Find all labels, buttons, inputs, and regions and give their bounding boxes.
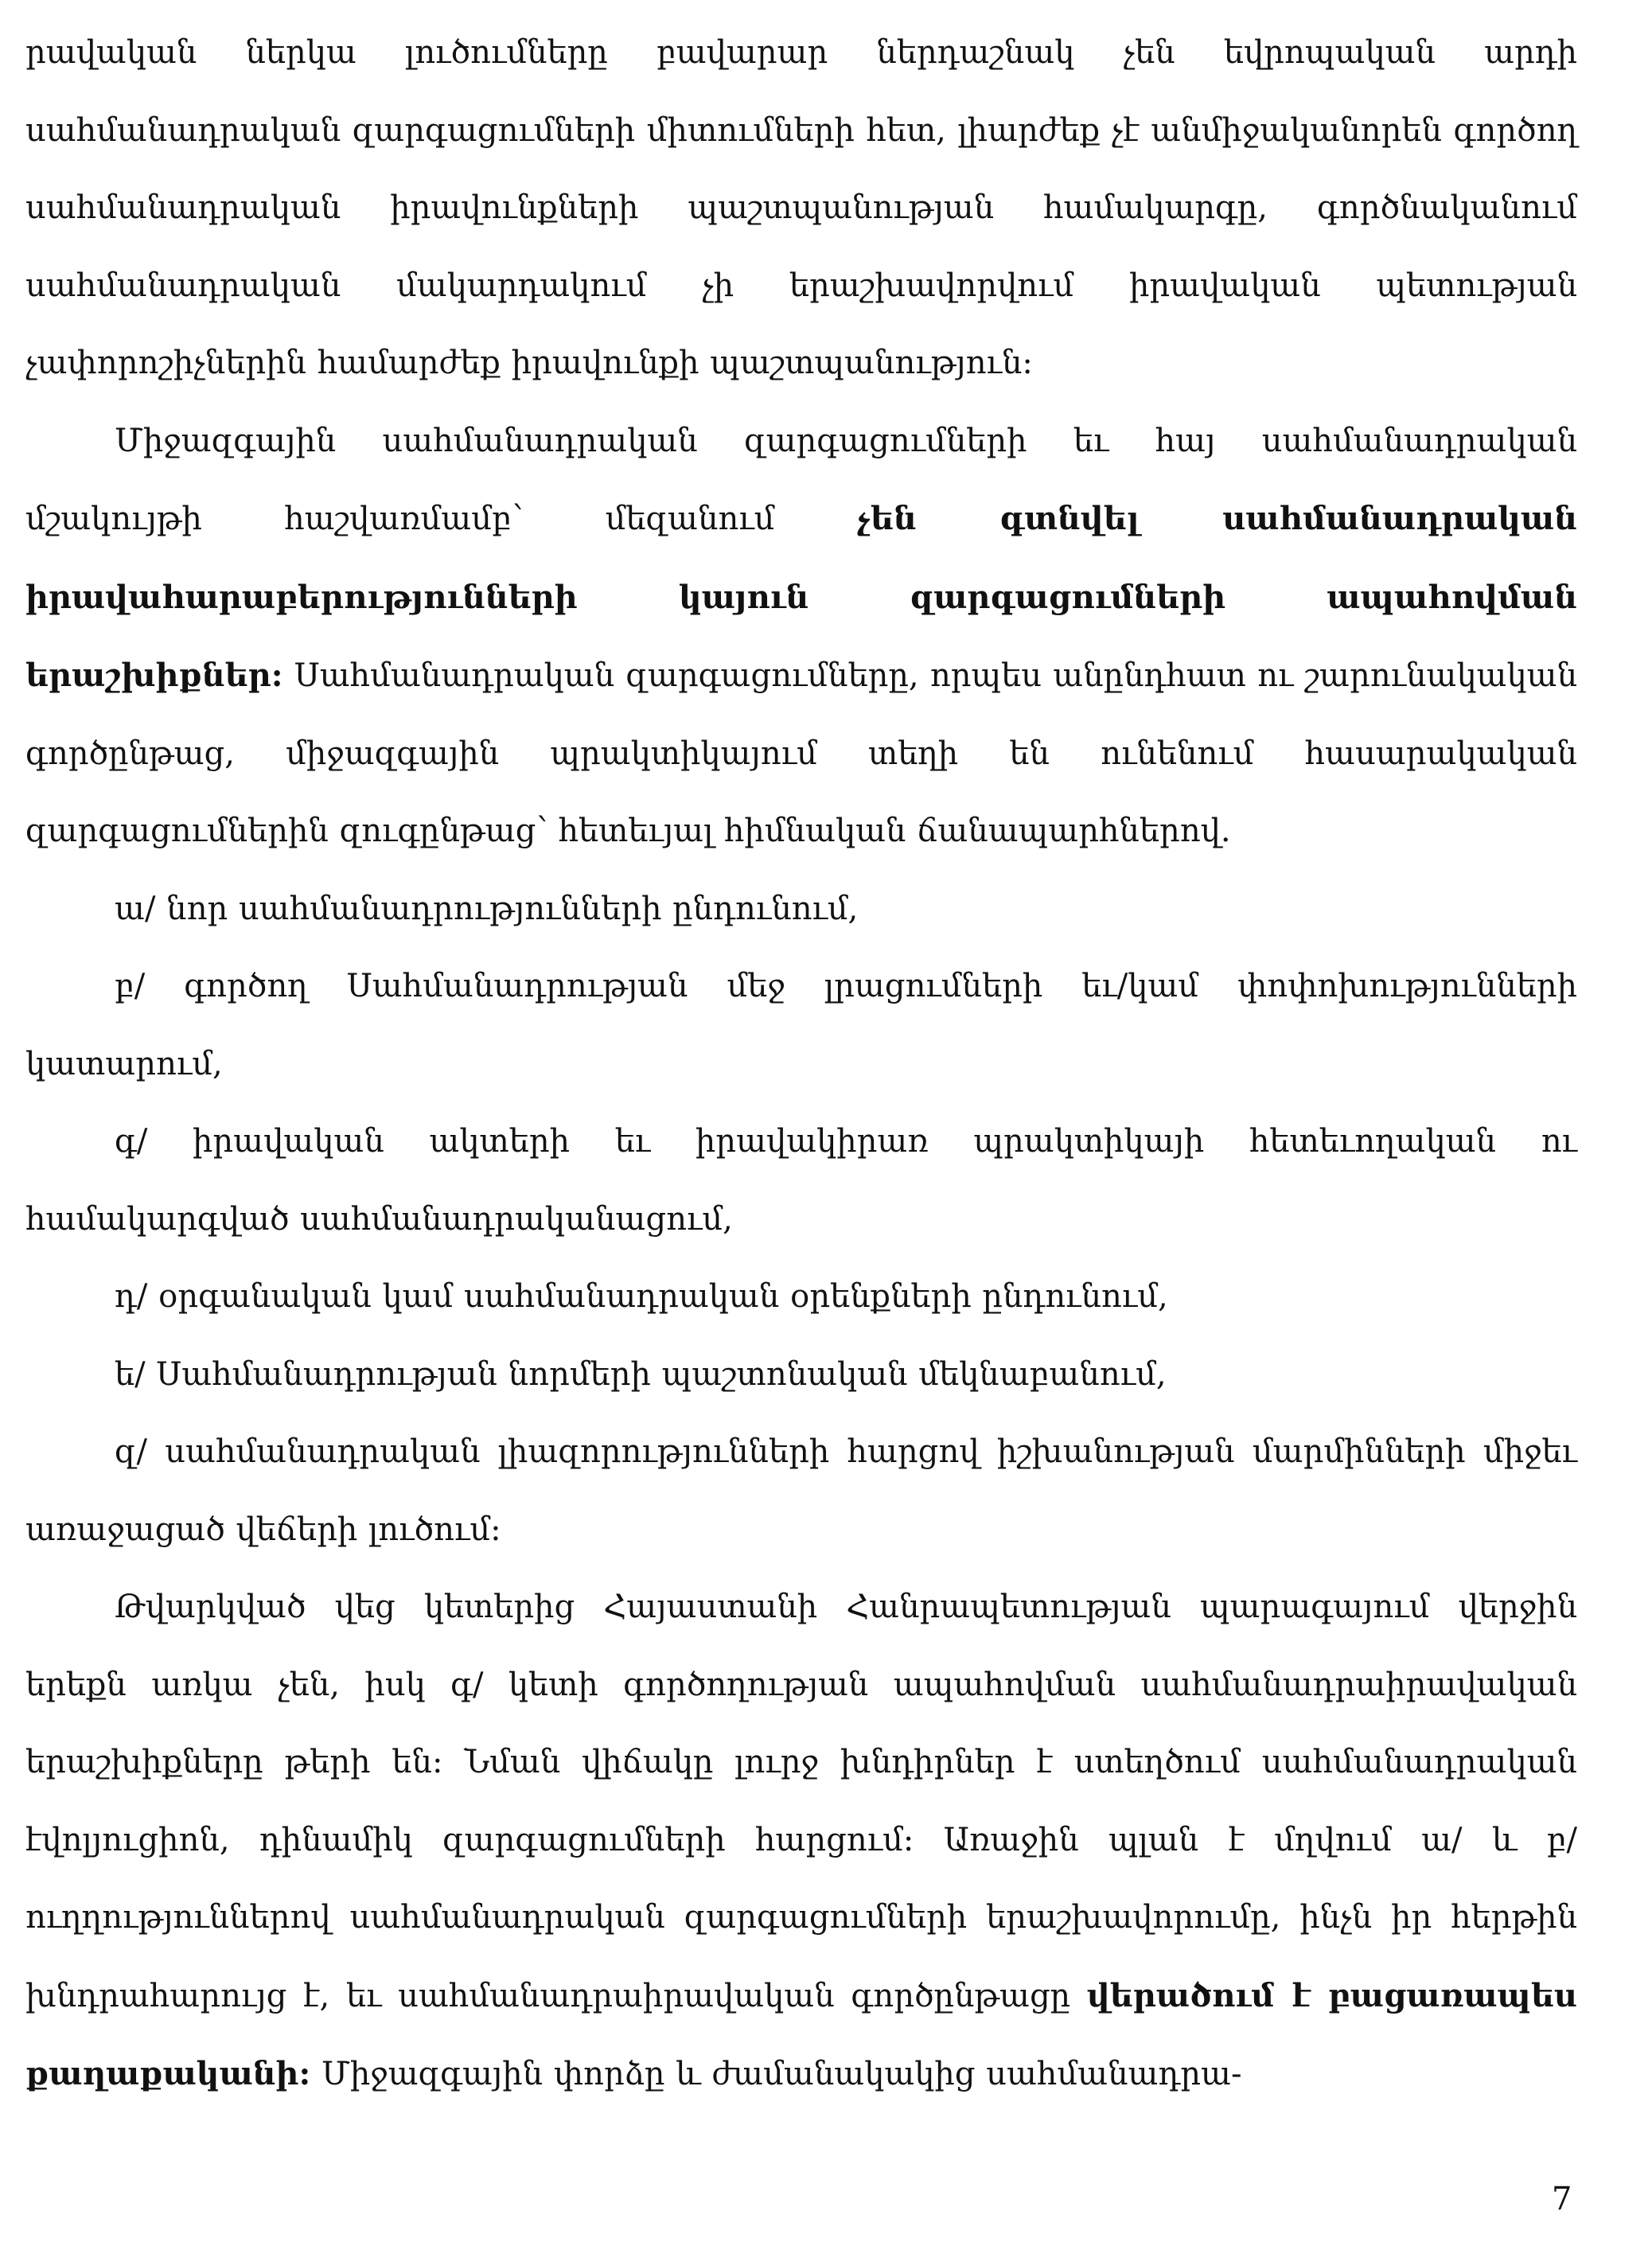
bold-text-segment: վերածում է բացառապես քաղաքականի: bbox=[25, 1976, 1577, 2092]
text-segment: Միջազգային փորձը և ժամանակակից սահմանադրա- bbox=[310, 2056, 1242, 2092]
text-segment: բ/ գործող Սահմանադրության մեջ լրացումների եւ/կամ փոփոխությունների կատարում, bbox=[25, 968, 1577, 1082]
text-segment: ե/ Սահմանադրության նորմերի պաշտոնական մեկնաբանում, bbox=[115, 1355, 1167, 1393]
list-item-g bbox=[25, 1103, 1577, 1258]
paragraph-analysis bbox=[25, 1569, 1577, 2114]
text-segment: Միջազգային սահմանադրական զարգացումների եւ հայ սահմանադրական մշակույթի հաշվառմամբ՝ մեզանում bbox=[25, 422, 1577, 537]
paragraph-intro-continuation bbox=[25, 14, 1577, 403]
text-segment: Թվարկված վեց կետերից Հայաստանի Հանրապետության պարագայում վերջին երեքն առկա չեն, իսկ գ/ կետի գործողության ապահովման սահմանադրաիրավական երաշխիքները թերի են: Նման վիճակը լուրջ խնդիրներ է ստեղծում սահմանադրական էվոլյուցիոն, դինամիկ զարգացումների հարցում: Առաջին պլան է մղվում ա/ և բ/ ուղղություններով սահմանադրական զարգացումների երաշխավորումը, ինչն իր հերթին խնդրահարույց է, եւ սահմանադրաիրավական գործընթացը bbox=[25, 1589, 1577, 2014]
list-item-d bbox=[25, 1258, 1577, 1336]
list-item-b bbox=[25, 948, 1577, 1103]
text-segment: ա/ նոր սահմանադրությունների ընդունում, bbox=[115, 890, 859, 927]
text-segment: զ/ սահմանադրական լիազորությունների հարցով իշխանության մարմինների միջեւ առաջացած վեճերի լուծում: bbox=[25, 1433, 1577, 1548]
list-item-z bbox=[25, 1413, 1577, 1569]
text-segment: գ/ իրավական ակտերի եւ իրավակիրառ պրակտիկայի հետեւողական ու համակարգված սահմանադրականացում, bbox=[25, 1123, 1577, 1238]
text-segment: Սահմանադրական զարգացումները, որպես անընդհատ ու շարունակական գործընթաց, միջազգային պրակտիկայում տեղի են ունենում հասարակական զարգացումներին զուգընթաց՝ հետեւյալ հիմնական ճանապարհներով. bbox=[25, 657, 1577, 849]
list-item-a bbox=[25, 871, 1577, 949]
text-segment: րավական ներկա լուծումները բավարար ներդաշնակ չեն եվրոպական արդի սահմանադրական զարգացումների միտումների հետ, լիարժեք չէ անմիջականորեն գործող սահմանադրական իրավունքների պաշտպանության համակարգը, գործնականում սահմանադրական մակարդակում չի երաշխավորվում իրավական պետության չափորոշիչներին համարժեք իրավունքի պաշտպանություն: bbox=[25, 34, 1577, 381]
page-number: 7 bbox=[1552, 2181, 1572, 2217]
paragraph-guarantees bbox=[25, 403, 1577, 871]
list-item-e bbox=[25, 1336, 1577, 1414]
document-page bbox=[25, 14, 1577, 2114]
bold-text-segment: չեն գտնվել սահմանադրական իրավահարաբերությունների կայուն զարգացումների ապահովման երաշխիքներ: bbox=[25, 500, 1577, 694]
text-segment: դ/ օրգանական կամ սահմանադրական օրենքների ընդունում, bbox=[115, 1278, 1168, 1315]
